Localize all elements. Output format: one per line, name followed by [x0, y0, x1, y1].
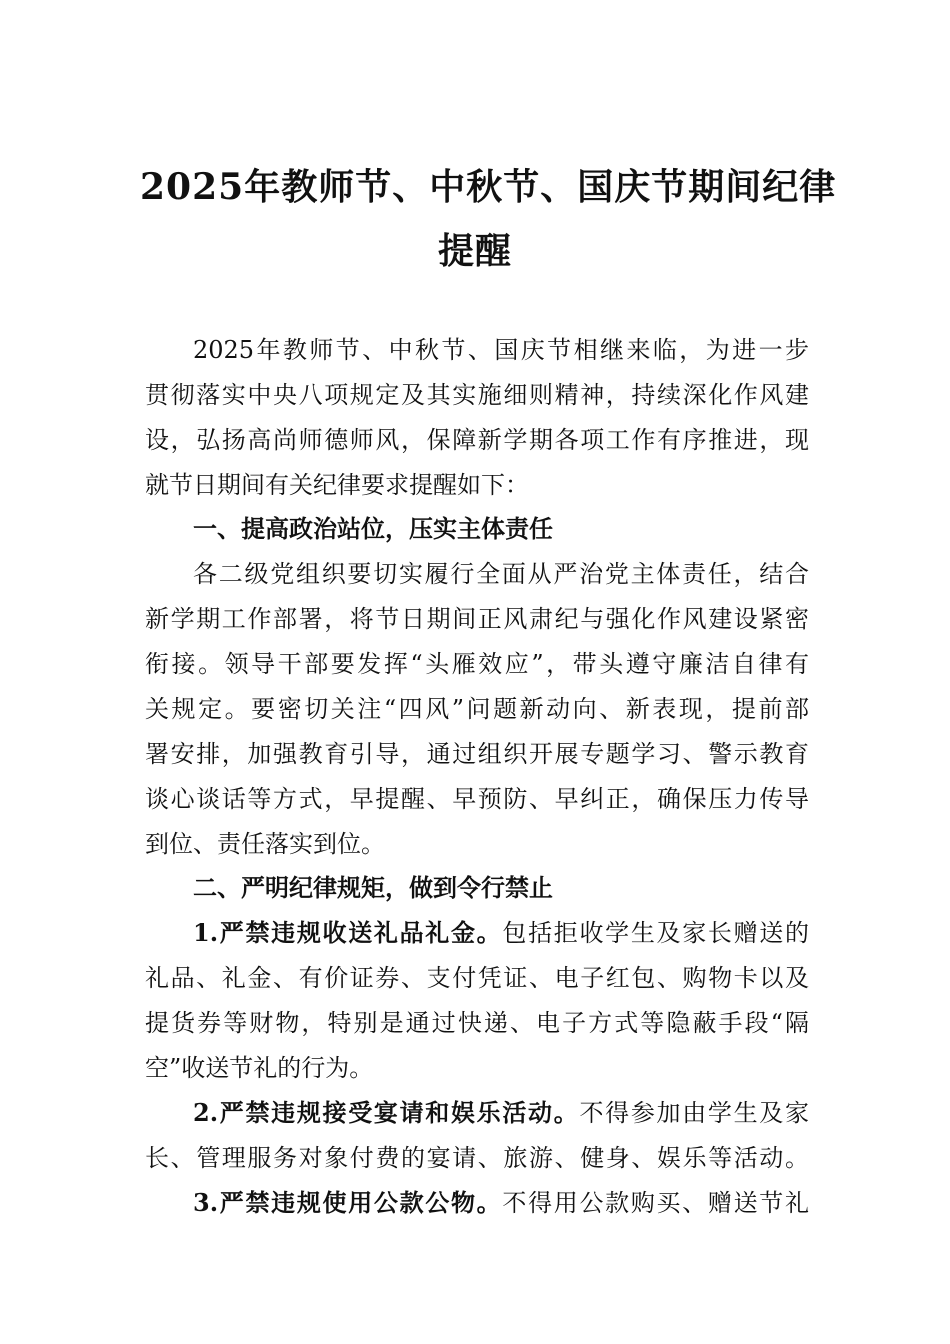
section-1-line: 新学期工作部署，将节日期间正风肃纪与强化作风建设紧密 — [145, 605, 809, 633]
section-1-heading: 一、提高政治站位，压实主体责任 — [193, 514, 553, 543]
item-3-text: 不得用公款购买、赠送节礼 — [502, 1189, 809, 1217]
intro-line: 2025年教师节、中秋节、国庆节相继来临，为进一步 — [193, 336, 809, 364]
item-2-title: 2.严禁违规接受宴请和娱乐活动。 — [193, 1098, 580, 1127]
intro-line: 贯彻落实中央八项规定及其实施细则精神，持续深化作风建 — [145, 381, 809, 409]
section-1-line: 各二级党组织要切实履行全面从严治党主体责任，结合 — [193, 560, 809, 588]
item-3-title: 3.严禁违规使用公款公物。 — [193, 1188, 503, 1217]
section-1-line: 关规定。要密切关注“四风”问题新动向、新表现，提前部 — [145, 695, 809, 723]
section-2-heading: 二、严明纪律规矩，做到令行禁止 — [193, 873, 553, 902]
item-1-line: 提货券等财物，特别是通过快递、电子方式等隐蔽手段“隔 — [145, 1009, 809, 1037]
document-title-line-1: 2025年教师节、中秋节、国庆节期间纪律 — [140, 166, 837, 208]
intro-line: 设，弘扬高尚师德师风，保障新学期各项工作有序推进，现 — [145, 426, 809, 454]
item-1-first-line — [193, 918, 809, 948]
section-1-line: 谈心谈话等方式，早提醒、早预防、早纠正，确保压力传导 — [145, 785, 809, 813]
section-1-line: 衔接。领导干部要发挥“头雁效应”，带头遵守廉洁自律有 — [145, 650, 809, 678]
item-3-first-line — [193, 1188, 809, 1218]
item-2-line: 长、管理服务对象付费的宴请、旅游、健身、娱乐等活动。 — [145, 1144, 809, 1172]
item-2-first-line — [193, 1098, 809, 1128]
item-2-text: 不得参加由学生及家 — [579, 1099, 809, 1127]
item-1-text: 包括拒收学生及家长赠送的 — [502, 919, 809, 947]
item-1-title: 1.严禁违规收送礼品礼金。 — [193, 918, 503, 947]
section-1-line: 到位、责任落实到位。 — [145, 830, 385, 858]
item-1-line: 空”收送节礼的行为。 — [145, 1054, 374, 1082]
item-1-line: 礼品、礼金、有价证券、支付凭证、电子红包、购物卡以及 — [145, 964, 809, 992]
intro-line: 就节日期间有关纪律要求提醒如下： — [145, 471, 529, 499]
section-1-line: 署安排，加强教育引导，通过组织开展专题学习、警示教育 — [145, 740, 809, 768]
document-title-line-2: 提醒 — [437, 230, 512, 272]
